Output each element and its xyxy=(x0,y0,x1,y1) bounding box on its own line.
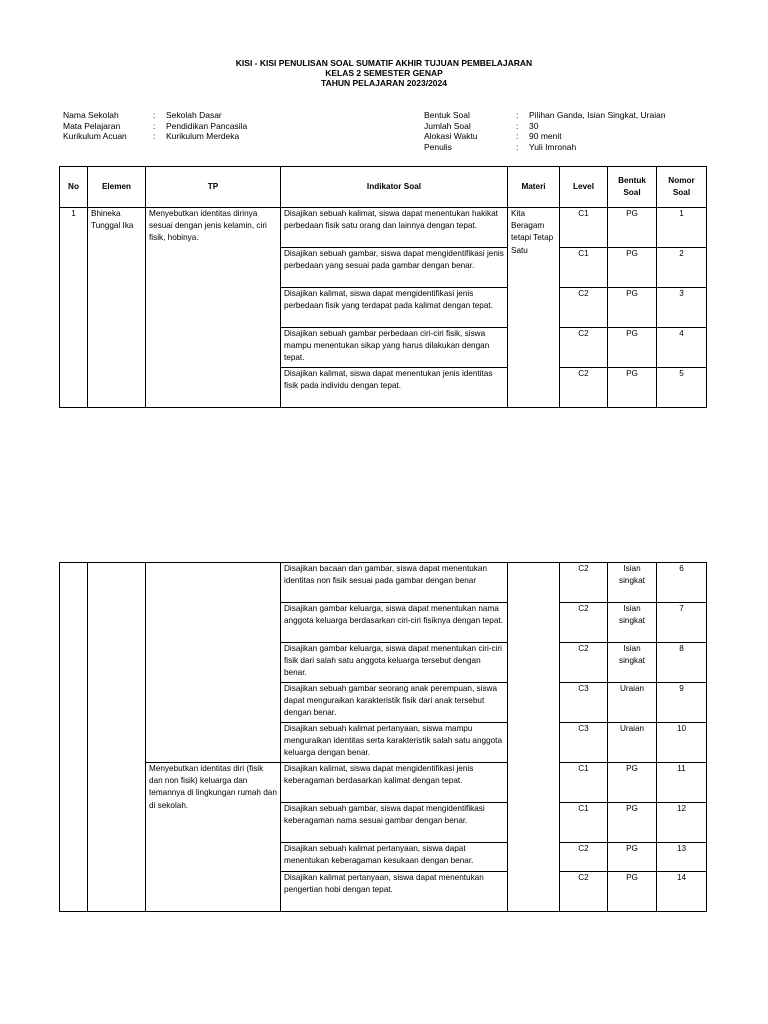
meta-sep: : xyxy=(516,120,519,131)
meta-row-question-type xyxy=(424,110,666,121)
cell-level: C1 xyxy=(560,248,608,288)
meta-value: Sekolah Dasar xyxy=(166,110,222,120)
cell-indikator: Disajikan sebuah kalimat, siswa dapat menentukan hakikat perbedaan fisik satu orang dan lainnya dengan tepat. xyxy=(281,208,508,248)
cell-nomor: 3 xyxy=(657,288,707,328)
cell-indikator: Disajikan kalimat pertanyaan, siswa dapat menentukan pengertian hobi dengan tepat. xyxy=(281,872,508,912)
cell-indikator: Disajikan sebuah gambar, siswa dapat mengidentifikasi keberagaman nama sesuai gambar dengan benar. xyxy=(281,803,508,843)
cell-no: 1 xyxy=(60,208,88,408)
meta-sep: : xyxy=(153,131,156,141)
table-row xyxy=(60,208,707,248)
meta-sep: : xyxy=(516,110,519,120)
cell-level: C2 xyxy=(560,603,608,643)
cell-indikator: Disajikan bacaan dan gambar, siswa dapat menentukan identitas non fisik sesuai pada gambar dengan benar xyxy=(281,563,508,603)
cell-indikator: Disajikan kalimat, siswa dapat menentukan jenis identitas fisik pada individu dengan tepat. xyxy=(281,368,508,408)
cell-bentuk: Isian singkat xyxy=(608,563,657,603)
meta-label: Jumlah Soal xyxy=(424,120,471,131)
cell-nomor: 8 xyxy=(657,643,707,683)
meta-sep: : xyxy=(516,131,519,141)
cell-indikator: Disajikan sebuah gambar seorang anak perempuan, siswa dapat menguraikan karakteristik fisik dari anak tersebut dengan benar. xyxy=(281,683,508,723)
meta-value: Pilihan Ganda, Isian Singkat, Uraian xyxy=(529,110,666,120)
cell-materi-empty xyxy=(508,563,560,912)
meta-label: Mata Pelajaran xyxy=(63,120,121,131)
kisi-table-2 xyxy=(59,562,707,912)
cell-nomor: 10 xyxy=(657,723,707,763)
meta-sep: : xyxy=(153,120,156,131)
cell-nomor: 13 xyxy=(657,843,707,872)
cell-indikator: Disajikan gambar keluarga, siswa dapat menentukan nama anggota keluarga berdasarkan ciri-ciri fisiknya dengan tepat. xyxy=(281,603,508,643)
cell-level: C3 xyxy=(560,683,608,723)
cell-bentuk: Isian singkat xyxy=(608,603,657,643)
meta-row-school xyxy=(63,110,247,121)
table-header-row xyxy=(60,167,707,208)
cell-level: C3 xyxy=(560,723,608,763)
meta-label: Alokasi Waktu xyxy=(424,131,478,141)
meta-label: Bentuk Soal xyxy=(424,110,470,120)
cell-bentuk: PG xyxy=(608,803,657,843)
cell-tp: Menyebutkan identitas diri (fisik dan non fisik) keluarga dan temannya di lingkungan rumah dan di sekolah. xyxy=(146,763,281,912)
meta-left xyxy=(63,110,247,142)
table-row xyxy=(60,563,707,603)
col-header-elemen: Elemen xyxy=(88,167,146,208)
meta-sep: : xyxy=(153,110,156,120)
cell-bentuk: Uraian xyxy=(608,683,657,723)
cell-indikator: Disajikan kalimat, siswa dapat mengidentifikasi jenis perbedaan fisik yang terdapat pada kalimat dengan tepat. xyxy=(281,288,508,328)
cell-bentuk: PG xyxy=(608,368,657,408)
cell-level: C2 xyxy=(560,872,608,912)
cell-tp: Menyebutkan identitas dirinya sesuai dengan jenis kelamin, ciri fisik, hobinya. xyxy=(146,208,281,408)
cell-elemen: Bhineka Tunggal Ika xyxy=(88,208,146,408)
meta-label: Nama Sekolah xyxy=(63,110,119,120)
col-header-bentuk: Bentuk Soal xyxy=(608,167,657,208)
cell-elemen-empty xyxy=(88,563,146,912)
meta-row-subject xyxy=(63,121,247,132)
meta-label: Kurikulum Acuan xyxy=(63,131,127,141)
meta-row-curriculum xyxy=(63,131,247,142)
doc-title-line2: KELAS 2 SEMESTER GENAP xyxy=(325,68,443,78)
cell-indikator: Disajikan kalimat, siswa dapat mengidentifikasi jenis keberagaman berdasarkan kalimat dengan tepat. xyxy=(281,763,508,803)
cell-bentuk: Uraian xyxy=(608,723,657,763)
cell-nomor: 7 xyxy=(657,603,707,643)
cell-bentuk: PG xyxy=(608,248,657,288)
meta-sep: : xyxy=(516,141,519,152)
meta-row-time xyxy=(424,131,666,142)
cell-bentuk: PG xyxy=(608,208,657,248)
cell-level: C2 xyxy=(560,368,608,408)
cell-indikator: Disajikan sebuah kalimat pertanyaan, siswa mampu menguraikan identitas serta karakteristik salah satu anggota keluarga dengan benar. xyxy=(281,723,508,763)
meta-row-question-count xyxy=(424,121,666,132)
cell-bentuk: PG xyxy=(608,328,657,368)
meta-value: Kurikulum Merdeka xyxy=(166,131,240,141)
meta-value: Pendidikan Pancasila xyxy=(166,120,248,131)
cell-level: C1 xyxy=(560,763,608,803)
table-row xyxy=(60,763,707,803)
col-header-indikator: Indikator Soal xyxy=(281,167,508,208)
cell-bentuk: PG xyxy=(608,843,657,872)
cell-nomor: 12 xyxy=(657,803,707,843)
cell-level: C2 xyxy=(560,563,608,603)
doc-title-line1: KISI - KISI PENULISAN SOAL SUMATIF AKHIR TUJUAN PEMBELAJARAN xyxy=(235,58,533,68)
col-header-materi: Materi xyxy=(508,167,560,208)
col-header-tp: TP xyxy=(146,167,281,208)
cell-nomor: 2 xyxy=(657,248,707,288)
cell-no-empty xyxy=(60,563,88,912)
cell-bentuk: PG xyxy=(608,872,657,912)
cell-bentuk: PG xyxy=(608,288,657,328)
cell-indikator: Disajikan sebuah gambar, siswa dapat mengidentifikasi jenis perbedaan yang sesuai pada gambar dengan benar. xyxy=(281,248,508,288)
meta-value: Yuli Imronah xyxy=(529,141,577,152)
cell-materi: Kita Beragam tetapi Tetap Satu xyxy=(508,208,560,408)
cell-indikator: Disajikan gambar keluarga, siswa dapat menentukan ciri-ciri fisik dari salah satu anggota keluarga tersebut dengan benar. xyxy=(281,643,508,683)
cell-tp-empty xyxy=(146,563,281,763)
cell-level: C1 xyxy=(560,208,608,248)
doc-title-line3: TAHUN PELAJARAN 2023/2024 xyxy=(321,78,447,88)
meta-right xyxy=(424,110,666,152)
kisi-table-1 xyxy=(59,166,707,408)
cell-nomor: 6 xyxy=(657,563,707,603)
cell-level: C1 xyxy=(560,803,608,843)
col-header-level: Level xyxy=(560,167,608,208)
cell-nomor: 9 xyxy=(657,683,707,723)
meta-label: Penulis xyxy=(424,141,452,152)
cell-level: C2 xyxy=(560,643,608,683)
col-header-nomor: Nomor Soal xyxy=(657,167,707,208)
meta-row-author xyxy=(424,142,666,153)
cell-indikator: Disajikan sebuah gambar perbedaan ciri-ciri fisik, siswa mampu menentukan sikap yang harus dilakukan dengan tepat. xyxy=(281,328,508,368)
cell-nomor: 5 xyxy=(657,368,707,408)
cell-level: C2 xyxy=(560,288,608,328)
cell-level: C2 xyxy=(560,843,608,872)
cell-nomor: 4 xyxy=(657,328,707,368)
cell-nomor: 14 xyxy=(657,872,707,912)
cell-nomor: 11 xyxy=(657,763,707,803)
col-header-no: No xyxy=(60,167,88,208)
cell-nomor: 1 xyxy=(657,208,707,248)
meta-value: 30 xyxy=(529,120,539,131)
cell-bentuk: Isian singkat xyxy=(608,643,657,683)
cell-bentuk: PG xyxy=(608,763,657,803)
cell-indikator: Disajikan sebuah kalimat pertanyaan, siswa dapat menentukan keberagaman kesukaan dengan benar. xyxy=(281,843,508,872)
meta-value: 90 menit xyxy=(529,131,562,141)
cell-level: C2 xyxy=(560,328,608,368)
